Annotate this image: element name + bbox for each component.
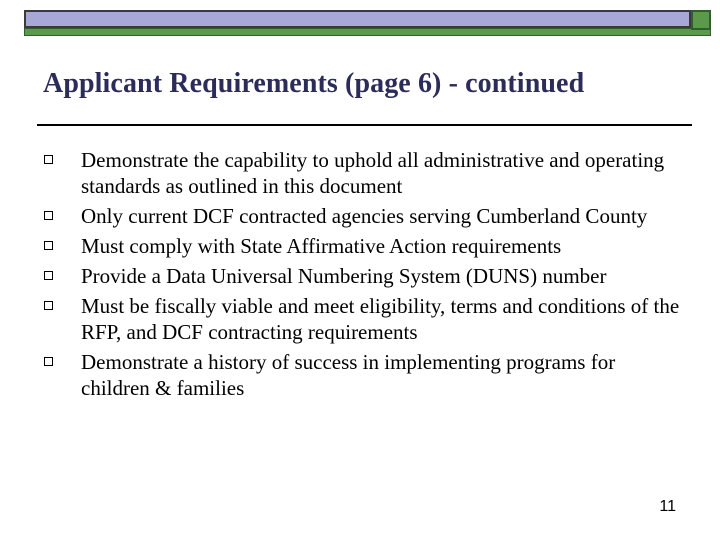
- bullet-text: Demonstrate a history of success in implementing programs for children & families: [81, 350, 616, 400]
- bullet-item: [40, 147, 680, 199]
- bullet-item: [40, 203, 680, 229]
- bullet-text: Demonstrate the capability to uphold all administrative and operating standards as outlined in this document: [81, 148, 665, 198]
- square-bullet-icon: [44, 301, 53, 310]
- bullet-list: [40, 147, 680, 405]
- bullet-text: Must be fiscally viable and meet eligibility, terms and conditions of the RFP, and DCF contracting requirements: [81, 294, 680, 344]
- square-bullet-icon: [44, 357, 53, 366]
- page-number: 11: [659, 498, 676, 515]
- header-band: [24, 10, 691, 28]
- square-bullet-icon: [44, 241, 53, 250]
- slide-title: Applicant Requirements (page 6) - continued: [43, 68, 585, 99]
- square-bullet-icon: [44, 155, 53, 164]
- header-accent-bar: [24, 28, 711, 36]
- square-bullet-icon: [44, 211, 53, 220]
- bullet-text: Only current DCF contracted agencies serving Cumberland County: [81, 204, 648, 228]
- bullet-item: [40, 263, 680, 289]
- bullet-text: Must comply with State Affirmative Action requirements: [81, 234, 562, 258]
- bullet-item: [40, 233, 680, 259]
- bullet-text: Provide a Data Universal Numbering System (DUNS) number: [81, 264, 607, 288]
- title-divider: [37, 124, 692, 126]
- square-bullet-icon: [44, 271, 53, 280]
- bullet-item: [40, 349, 680, 401]
- header-accent-square: [691, 10, 711, 30]
- bullet-item: [40, 293, 680, 345]
